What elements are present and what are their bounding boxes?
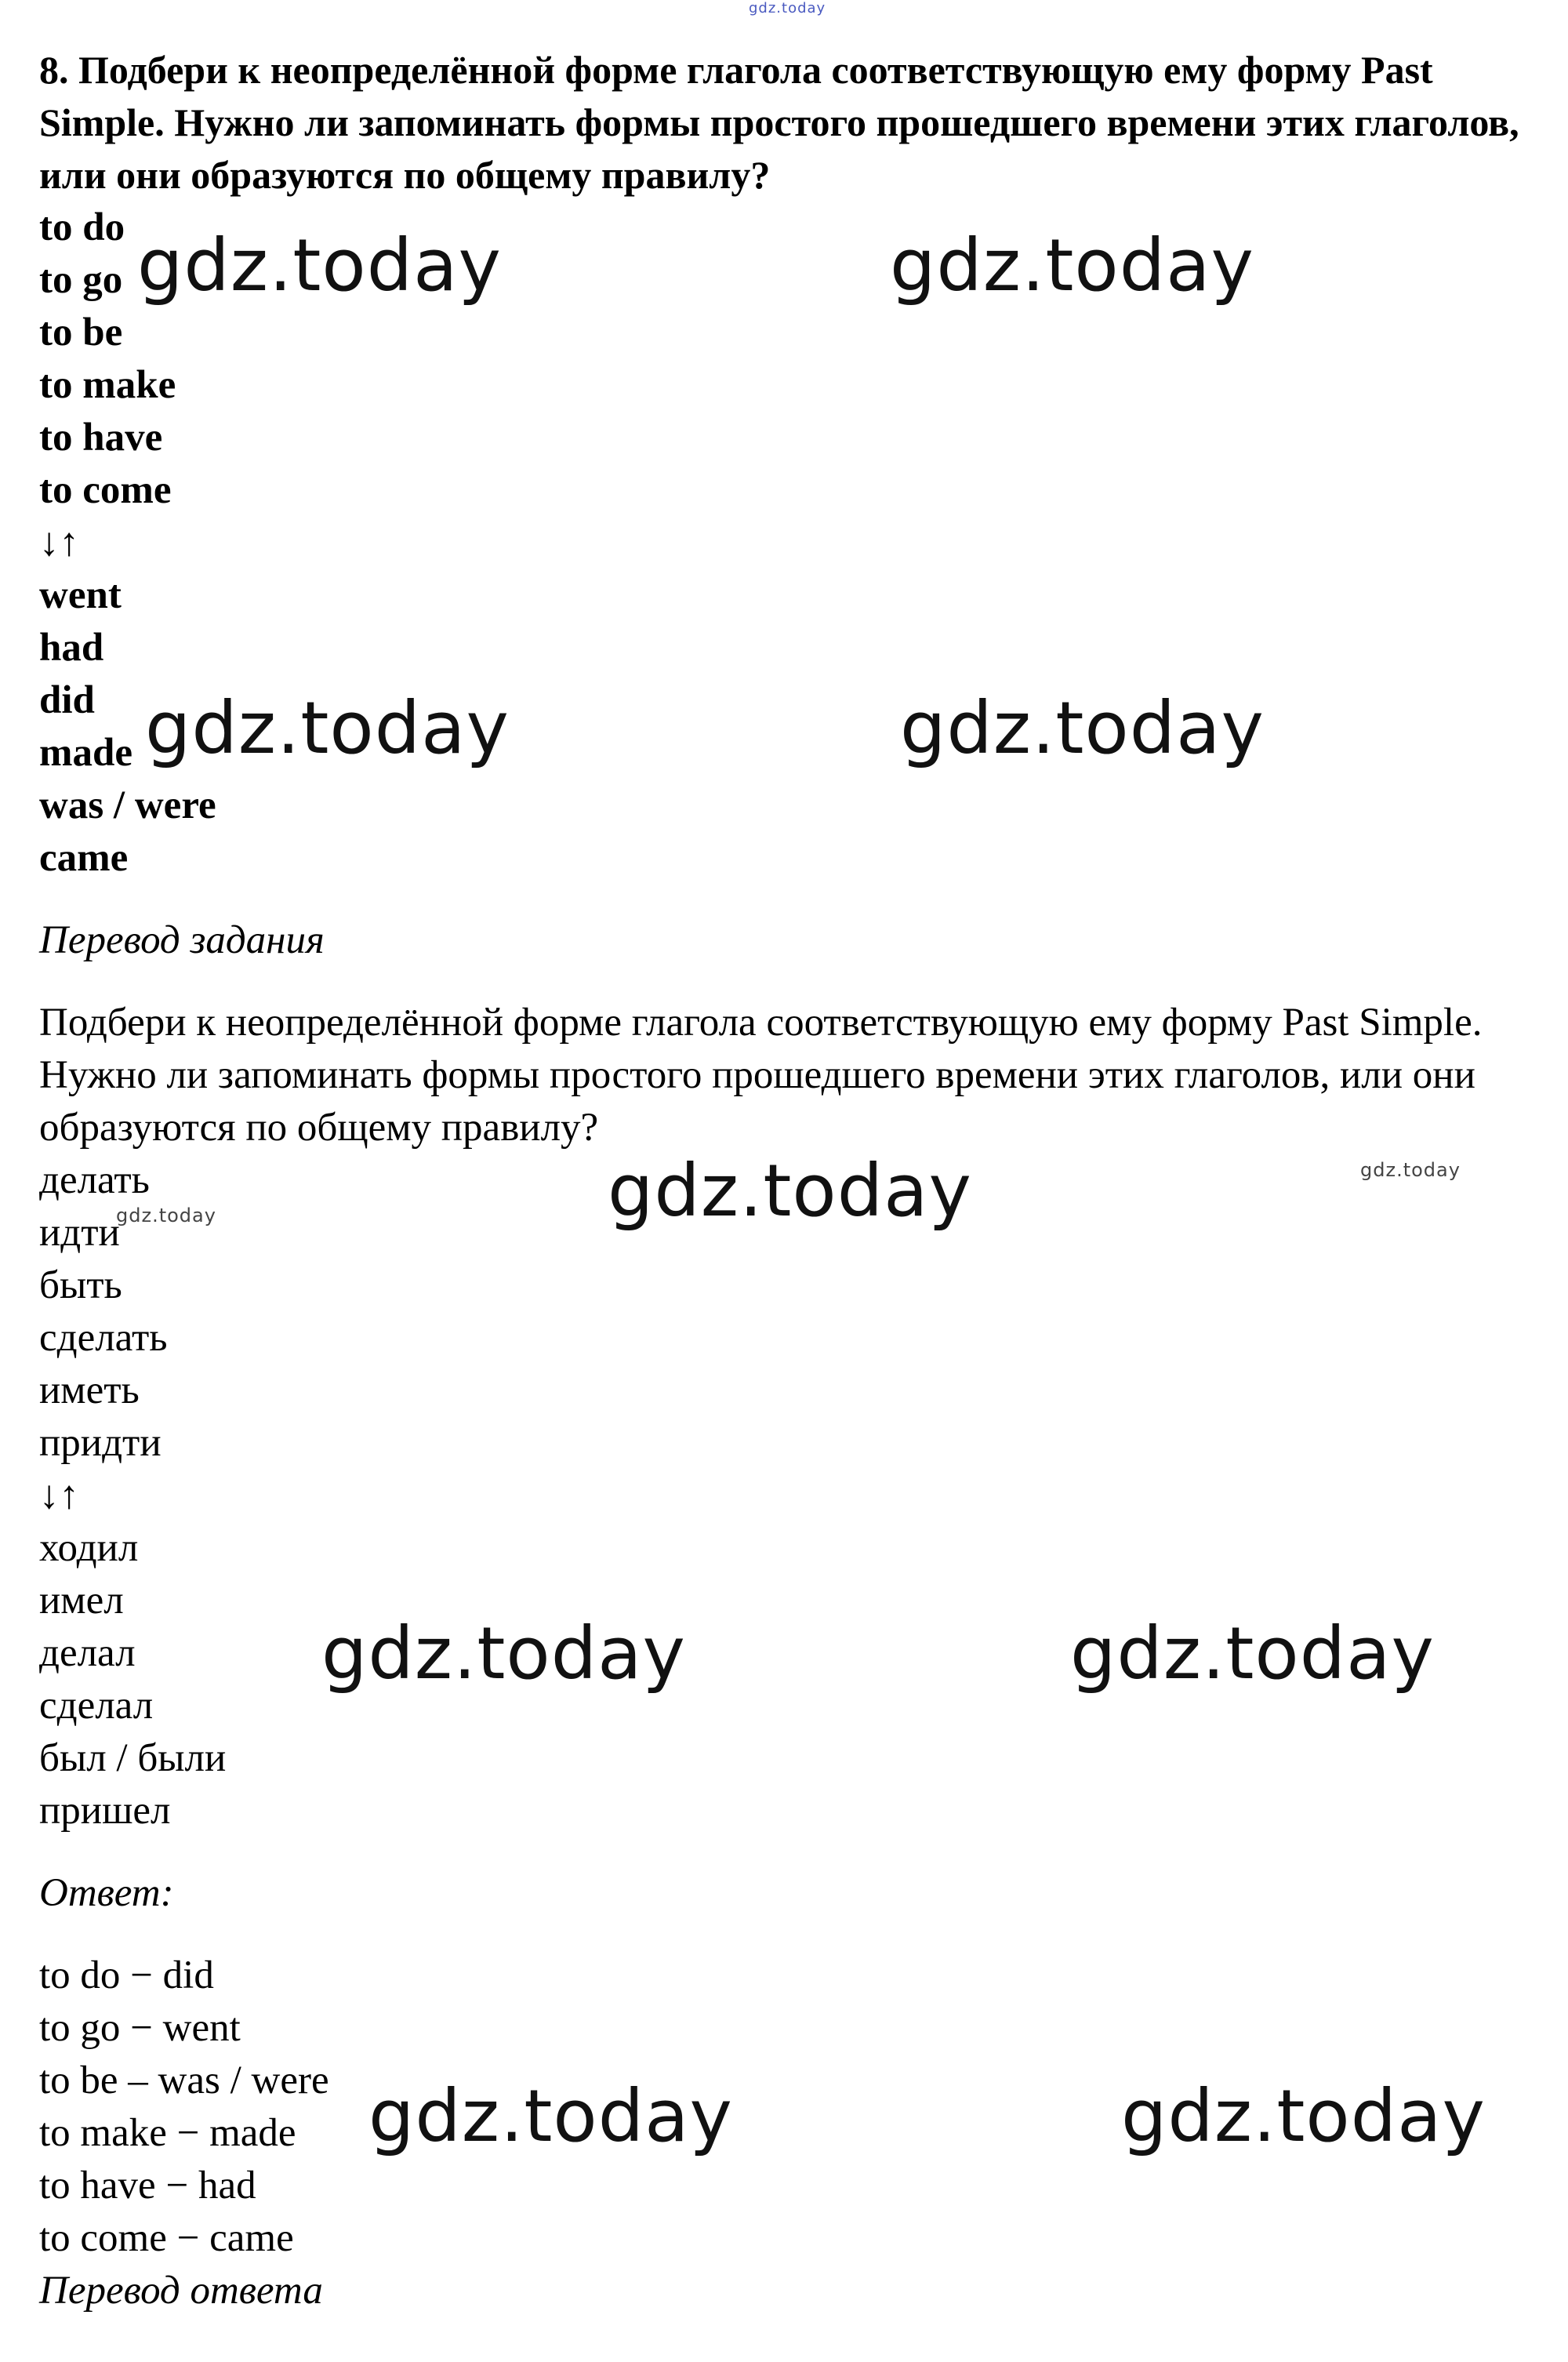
list-item: придти (39, 1421, 162, 1465)
list-item: ходил (39, 1526, 139, 1570)
watermark: gdz.today (137, 223, 502, 307)
answer-translation-heading: Перевод ответа (39, 2269, 323, 2313)
answer-heading: Ответ: (39, 1871, 174, 1915)
list-item: иметь (39, 1368, 140, 1412)
translation-text: Подбери к неопределённой форме глагола соответствующую ему форму Past Simple. Нужно ли запоминать формы простого прошедшего времени этих глаголов, или они образуются по общему правилу? (39, 1001, 1483, 1150)
list-item: пришел (39, 1789, 171, 1833)
list-item: to be – was / were (39, 2059, 329, 2102)
arrows-icon: ↓↑ (39, 1474, 79, 1517)
list-item: to come (39, 468, 172, 512)
list-item: did (39, 678, 95, 722)
translation-heading: Перевод задания (39, 918, 325, 962)
list-item: делал (39, 1631, 136, 1675)
list-item: went (39, 573, 122, 617)
list-item: to go (39, 258, 123, 302)
list-item: идти (39, 1211, 120, 1255)
list-item: to have − had (39, 2164, 256, 2208)
infinitive-list (39, 202, 1544, 517)
list-item: had (39, 626, 104, 670)
list-item: came (39, 836, 129, 880)
list-item: to go − went (39, 2006, 241, 2050)
task-title: 8. Подбери к неопределённой форме глагола соответствующую ему форму Past Simple. Нужно ли запоминать формы простого прошедшего времени этих глаголов, или они образуются по общему правилу? (39, 48, 1519, 197)
list-item: to make (39, 363, 176, 407)
watermark: gdz.today (116, 1205, 216, 1226)
watermark: gdz.today (368, 2074, 733, 2158)
translated-infinitive-list (39, 1154, 1544, 1470)
answer-list (39, 1950, 1544, 2265)
list-item: сделал (39, 1684, 154, 1728)
list-item: сделать (39, 1316, 168, 1360)
watermark: gdz.today (1121, 2074, 1486, 2158)
list-item: to make − made (39, 2111, 296, 2155)
watermark: gdz.today (890, 223, 1254, 307)
watermark: gdz.today (1360, 1159, 1461, 1181)
list-item: to be (39, 311, 123, 354)
list-item: was / were (39, 783, 216, 827)
past-form-list (39, 569, 1544, 885)
list-item: был / были (39, 1736, 227, 1780)
watermark: gdz.today (608, 1149, 972, 1233)
list-item: быть (39, 1263, 122, 1307)
watermark: gdz.today (145, 686, 510, 770)
arrows-icon: ↓↑ (39, 521, 79, 565)
list-item: to come − came (39, 2216, 294, 2260)
watermark: gdz.today (900, 686, 1265, 770)
document-page (39, 44, 1544, 2317)
watermark: gdz.today (749, 0, 826, 16)
list-item: to have (39, 416, 163, 460)
list-item: made (39, 731, 132, 775)
watermark: gdz.today (1070, 1612, 1435, 1695)
watermark: gdz.today (321, 1612, 686, 1695)
list-item: имел (39, 1579, 124, 1623)
list-item: to do − did (39, 1953, 214, 1997)
list-item: делать (39, 1158, 150, 1202)
list-item: to do (39, 205, 125, 249)
translated-past-form-list (39, 1522, 1544, 1837)
